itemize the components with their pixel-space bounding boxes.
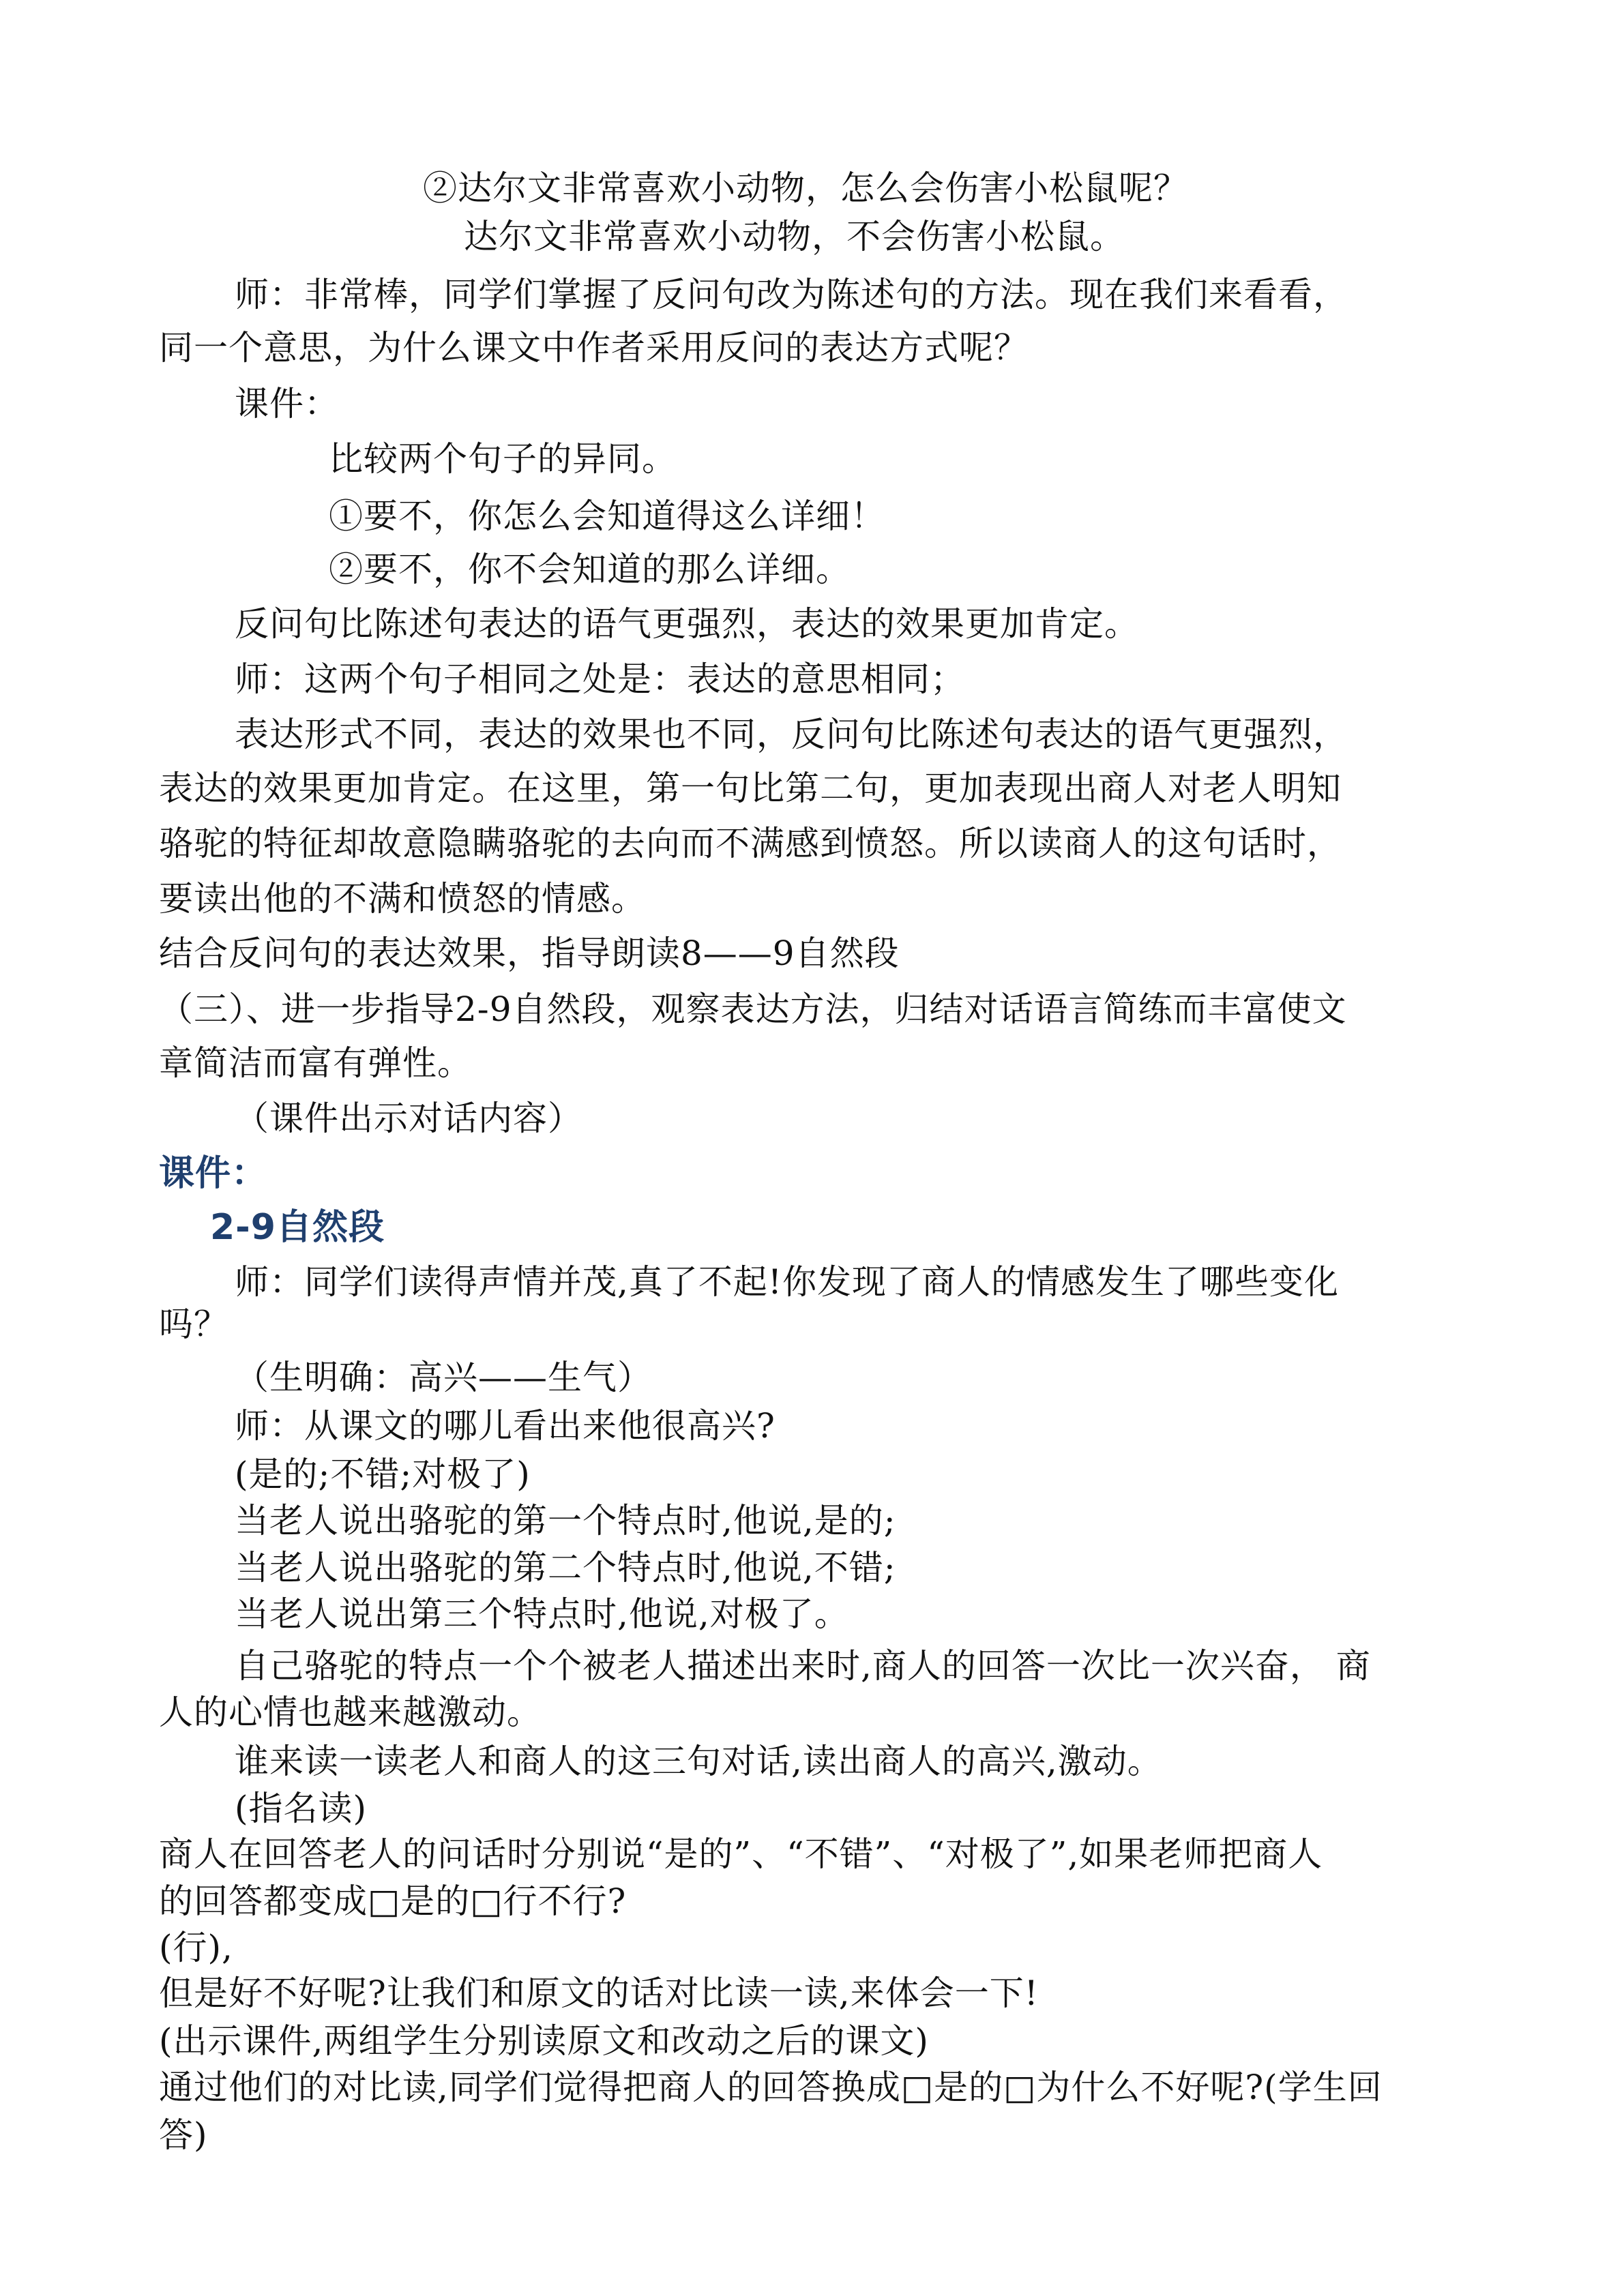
text-line: (是的;不错;对极了) — [235, 1455, 531, 1494]
text-line: 答) — [159, 2115, 208, 2155]
text-line: 表达形式不同，表达的效果也不同，反问句比陈述句表达的语气更强烈， — [235, 715, 1348, 754]
text-line: 章简洁而富有弹性。 — [159, 1043, 472, 1083]
section-heading: 课件： — [159, 1153, 268, 1194]
text-line: 当老人说出骆驼的第二个特点时,他说,不错; — [235, 1548, 896, 1587]
text-line: （三）、进一步指导2-9自然段，观察表达方法，归结对话语言简练而丰富使文 — [159, 989, 1347, 1029]
text-line: 师：同学们读得声情并茂,真了不起!你发现了商人的情感发生了哪些变化 — [235, 1262, 1339, 1302]
text-line: 师：非常棒，同学们掌握了反问句改为陈述句的方法。现在我们来看看， — [235, 275, 1348, 314]
text-line: 通过他们的对比读,同学们觉得把商人的回答换成□是的□为什么不好呢?(学生回 — [159, 2068, 1383, 2107]
text-line: ②达尔文非常喜欢小动物，怎么会伤害小松鼠呢？ — [423, 168, 1188, 208]
text-line: 吗？ — [159, 1304, 228, 1344]
text-line: 师：这两个句子相同之处是：表达的意思相同； — [235, 659, 965, 699]
text-line: 师：从课文的哪儿看出来他很高兴? — [235, 1406, 776, 1446]
text-line: 反问句比陈述句表达的语气更强烈，表达的效果更加肯定。 — [235, 604, 1139, 644]
text-line: ①要不，你怎么会知道得这么详细！ — [329, 496, 885, 536]
text-line: 商人在回答老人的问话时分别说“是的”、“不错”、“对极了”,如果老师把商人 — [159, 1834, 1323, 1874]
text-line: 但是好不好呢?让我们和原文的话对比读一读,来体会一下! — [159, 1973, 1039, 2013]
text-line: （生明确：高兴——生气） — [235, 1358, 652, 1397]
text-line: 当老人说出骆驼的第一个特点时,他说,是的; — [235, 1501, 896, 1540]
text-line: 课件： — [235, 384, 339, 423]
text-line: 自己骆驼的特点一个个被老人描述出来时,商人的回答一次比一次兴奋， 商 — [235, 1646, 1371, 1686]
text-line: ②要不，你不会知道的那么详细。 — [329, 550, 851, 589]
text-line: 要读出他的不满和愤怒的情感。 — [159, 879, 646, 919]
text-line: 表达的效果更加肯定。在这里，第一句比第二句，更加表现出商人对老人明知 — [159, 769, 1342, 808]
text-line: 骆驼的特征却故意隐瞒骆驼的去向而不满感到愤怒。所以读商人的这句话时， — [159, 824, 1342, 863]
text-line: 谁来读一读老人和商人的这三句对话,读出商人的高兴,激动。 — [235, 1742, 1162, 1781]
text-line: 的回答都变成□是的□行不行? — [159, 1881, 627, 1921]
text-line: 同一个意思，为什么课文中作者采用反问的表达方式呢？ — [159, 328, 1029, 368]
text-line: 人的心情也越来越激动。 — [159, 1693, 542, 1732]
text-line: （课件出示对话内容） — [235, 1099, 582, 1138]
text-line: (行), — [159, 1928, 233, 1967]
text-line: 比较两个句子的异同。 — [329, 439, 677, 479]
text-line: 结合反问句的表达效果，指导朗读8——9自然段 — [159, 934, 900, 973]
text-line: (出示课件,两组学生分别读原文和改动之后的课文) — [159, 2021, 929, 2061]
text-line: 当老人说出第三个特点时,他说,对极了。 — [235, 1594, 849, 1634]
text-line: (指名读) — [235, 1789, 368, 1828]
text-line: 达尔文非常喜欢小动物，不会伤害小松鼠。 — [464, 217, 1125, 256]
section-heading: 2-9自然段 — [210, 1207, 385, 1248]
